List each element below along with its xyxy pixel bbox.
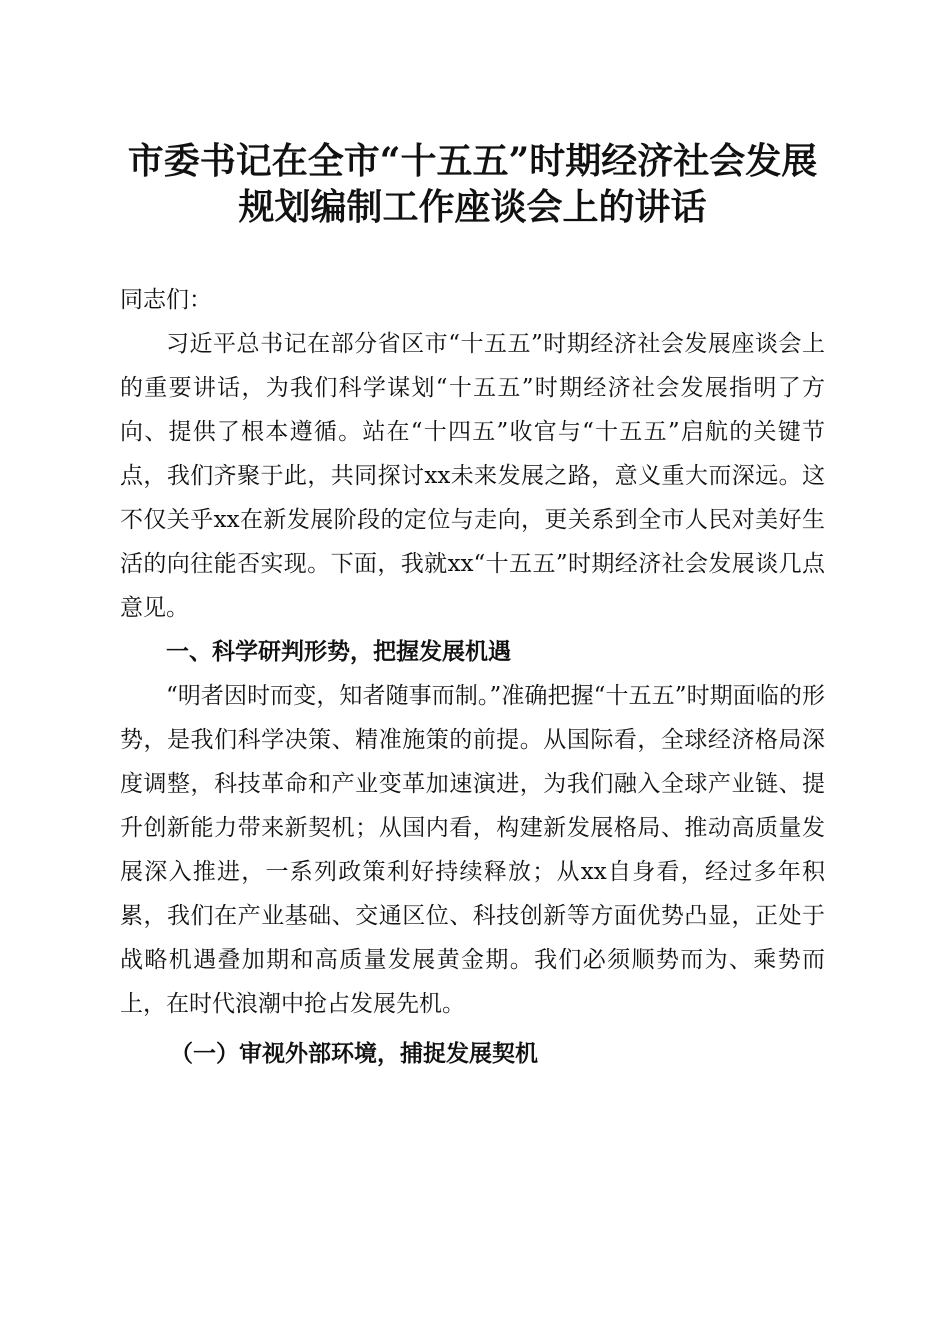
title-line-2: 规划编制工作座谈会上的讲话 bbox=[238, 186, 707, 228]
document-title bbox=[120, 138, 825, 230]
title-line-1: 市委书记在全市“十五五”时期经济社会发展 bbox=[127, 140, 818, 182]
document-page bbox=[120, 138, 825, 1076]
greeting: 同志们： bbox=[120, 287, 212, 313]
paragraph-situation: “明者因时而变，知者随事而制。”准确把握“十五五”时期面临的形势，是我们科学决策、精准施策的前提。从国际看，全球经济格局深度调整，科技革命和产业变革加速演进，为我们融入全球产业链、提升创新能力带来新契机；从国内看，构建新发展格局、推动高质量发展深入推进，一系列政策利好持续释放；从xx自身看，经过多年积累，我们在产业基础、交通区位、科技创新等方面优势凸显，正处于战略机遇叠加期和高质量发展黄金期。我们必须顺势而为、乘势而上，在时代浪潮中抢占发展先机。 bbox=[120, 683, 825, 1017]
section-heading-1: 一、科学研判形势，把握发展机遇 bbox=[166, 639, 511, 665]
subsection-heading-1: （一）审视外部环境，捕捉发展契机 bbox=[170, 1040, 538, 1067]
paragraph-intro: 习近平总书记在部分省区市“十五五”时期经济社会发展座谈会上的重要讲话，为我们科学谋划“十五五”时期经济社会发展指明了方向、提供了根本遵循。站在“十四五”收官与“十五五”启航的关键节点，我们齐聚于此，共同探讨xx未来发展之路，意义重大而深远。这不仅关乎xx在新发展阶段的定位与走向，更关系到全市人民对美好生活的向往能否实现。下面，我就xx“十五五”时期经济社会发展谈几点意见。 bbox=[120, 331, 825, 621]
